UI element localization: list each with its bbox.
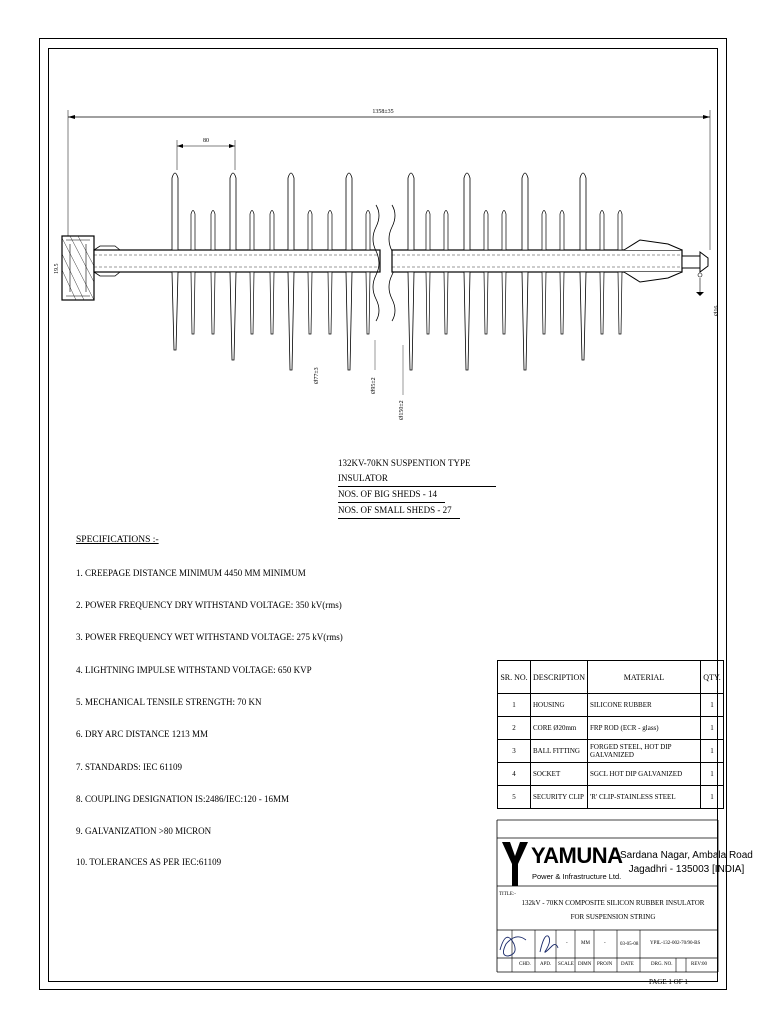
drawing-title-line-1: 132kV - 70KN COMPOSITE SILICON RUBBER INSULATOR xyxy=(521,899,705,907)
right-end-dim: Ø16 xyxy=(714,305,720,316)
insulator-title: 132KV-70KN SUSPENTION TYPE INSULATOR xyxy=(338,456,496,487)
checked-signature xyxy=(500,937,526,956)
drawing-title xyxy=(513,896,713,924)
projection-label: PROJN xyxy=(597,962,613,967)
shed-pitch-dim: 80 xyxy=(203,138,209,144)
spec-item: 3. POWER FREQUENCY WET WITHSTAND VOLTAGE: 275 kV(rms) xyxy=(76,632,343,642)
approved-signature xyxy=(540,936,558,952)
scale-value: - xyxy=(566,941,568,946)
dimension-label: DIMN xyxy=(578,962,592,967)
spec-item: 2. POWER FREQUENCY DRY WITHSTAND VOLTAGE: 350 kV(rms) xyxy=(76,600,342,610)
date-label: DATE xyxy=(621,962,634,967)
yamuna-logo-icon xyxy=(502,842,528,886)
company-address xyxy=(620,849,753,877)
cell-sr: 4 xyxy=(498,763,531,786)
spec-item: 10. TOLERANCES AS PER IEC:61109 xyxy=(76,857,222,867)
title-label: TITLE:- xyxy=(499,892,516,897)
cell-qty: 1 xyxy=(701,694,724,717)
cell-qty: 1 xyxy=(701,740,724,763)
col-description: DESCRIPTION xyxy=(531,661,588,694)
cell-sr: 2 xyxy=(498,717,531,740)
company-name: YAMUNA xyxy=(531,843,623,868)
drawing-number-label: DRG. NO. xyxy=(651,962,673,967)
spec-item: 5. MECHANICAL TENSILE STRENGTH: 70 KN xyxy=(76,697,262,707)
spec-item: 6. DRY ARC DISTANCE 1213 MM xyxy=(76,729,208,739)
scale-label: SCALE xyxy=(558,962,574,967)
small-sheds-count: NOS. OF SMALL SHEDS - 27 xyxy=(338,503,460,519)
revision-number: REV:00 xyxy=(691,962,708,967)
checked-label: CHD. xyxy=(519,962,531,967)
big-shed-dim: Ø95±2 xyxy=(371,377,377,394)
table-row xyxy=(498,717,724,740)
table-row xyxy=(498,786,724,809)
table-header-row xyxy=(498,661,724,694)
cell-description: CORE Ø20mm xyxy=(531,717,588,740)
bill-of-materials-table xyxy=(497,660,724,809)
insulator-title-block xyxy=(338,456,496,519)
cell-description: SECURITY CLIP xyxy=(531,786,588,809)
col-sr-no: SR. NO. xyxy=(498,661,531,694)
spec-item: 7. STANDARDS: IEC 61109 xyxy=(76,762,182,772)
cell-qty: 1 xyxy=(701,717,724,740)
cell-description: HOUSING xyxy=(531,694,588,717)
dimension-unit-value: MM xyxy=(581,941,590,946)
cell-material: FRP ROD (ECR - glass) xyxy=(588,717,701,740)
spec-item: 4. LIGHTNING IMPULSE WITHSTAND VOLTAGE: 650 KVP xyxy=(76,665,312,675)
page-number: PAGE 1 OF 1 xyxy=(649,978,688,986)
table-row xyxy=(498,694,724,717)
company-subtitle: Power & Infrastructure Ltd. xyxy=(532,872,622,881)
cell-description: BALL FITTING xyxy=(531,740,588,763)
address-line-1: Sardana Nagar, Ambala Road xyxy=(620,850,753,861)
cell-qty: 1 xyxy=(701,763,724,786)
cell-material: FORGED STEEL, HOT DIP GALVANIZED xyxy=(588,740,701,763)
cell-qty: 1 xyxy=(701,786,724,809)
date-value: 03-05-08 xyxy=(620,942,639,947)
col-qty: QTY. xyxy=(701,661,724,694)
specifications-heading: SPECIFICATIONS :- xyxy=(76,535,159,545)
cell-description: SOCKET xyxy=(531,763,588,786)
col-material: MATERIAL xyxy=(588,661,701,694)
cell-sr: 1 xyxy=(498,694,531,717)
big-sheds-count: NOS. OF BIG SHEDS - 14 xyxy=(338,487,445,503)
cell-material: SGCL HOT DIP GALVANIZED xyxy=(588,763,701,786)
projection-value: - xyxy=(604,941,606,946)
cell-sr: 5 xyxy=(498,786,531,809)
spec-item: 8. COUPLING DESIGNATION IS:2486/IEC:120 - 16MM xyxy=(76,794,289,804)
table-row xyxy=(498,763,724,786)
cell-material: 'R' CLIP-STAINLESS STEEL xyxy=(588,786,701,809)
left-end-dim: 19.5 xyxy=(54,263,60,274)
spec-item: 9. GALVANIZATION >80 MICRON xyxy=(76,826,212,836)
small-shed-dim: Ø77±3 xyxy=(314,367,320,384)
approved-label: APD. xyxy=(540,962,552,967)
shed-diameter-dim: Ø150±2 xyxy=(399,400,405,420)
overall-length-dim: 1358±35 xyxy=(372,109,394,115)
table-row xyxy=(498,740,724,763)
address-line-2: Jagadhri - 135003 [INDIA] xyxy=(628,864,745,875)
cell-material: SILICONE RUBBER xyxy=(588,694,701,717)
cell-sr: 3 xyxy=(498,740,531,763)
spec-item: 1. CREEPAGE DISTANCE MINIMUM 4450 MM MINIMUM xyxy=(76,568,306,578)
drawing-title-line-2: FOR SUSPENSION STRING xyxy=(570,913,656,921)
drawing-number-value: YPIL-132-002-70/90-BS xyxy=(650,941,701,946)
